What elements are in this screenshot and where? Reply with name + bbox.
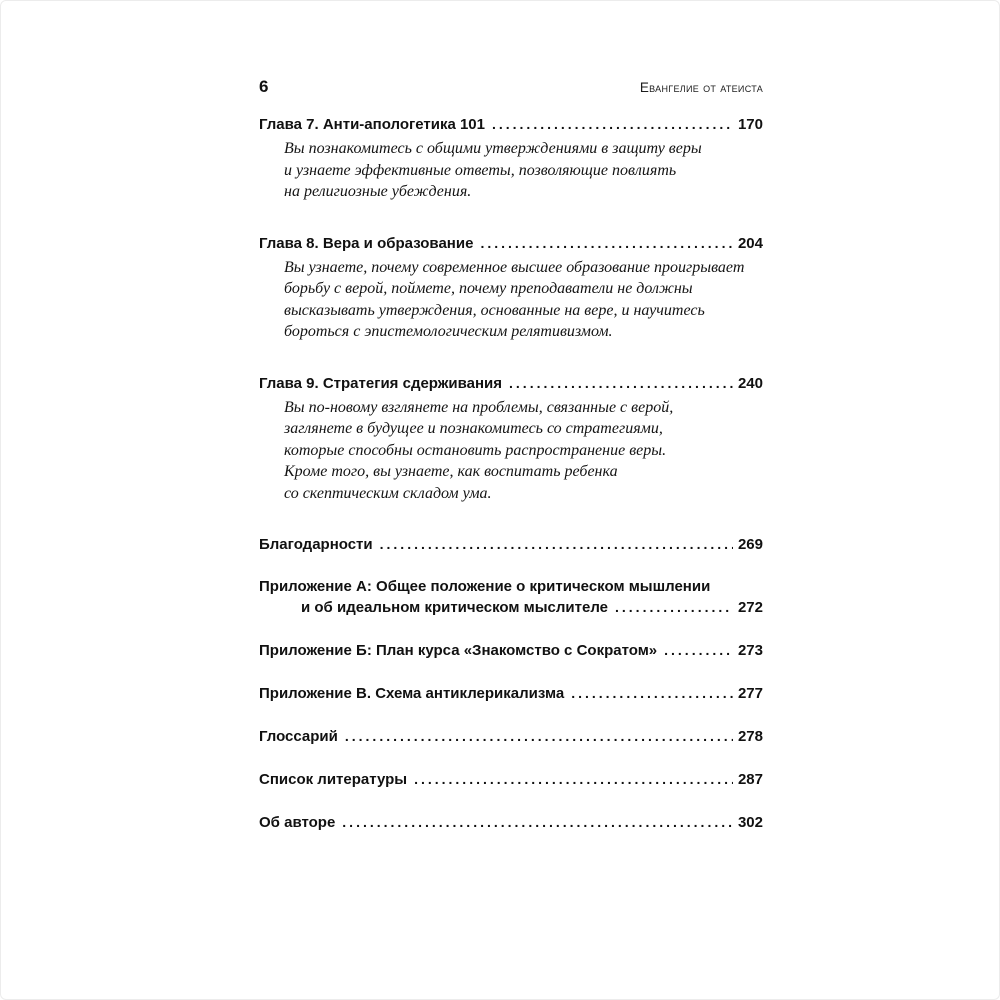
page-number: 6 xyxy=(259,77,269,96)
toc-entry-title: Глоссарий xyxy=(259,728,338,745)
toc-page-number: 287 xyxy=(737,771,763,788)
toc-entry-line xyxy=(259,233,763,254)
description-line: на религиозные убеждения. xyxy=(284,183,472,200)
toc-page-number: 269 xyxy=(737,536,763,553)
toc-entry-title: Глава 9. Стратегия сдерживания xyxy=(259,374,503,392)
toc-entry-line xyxy=(259,640,763,661)
toc-page-number: 278 xyxy=(737,728,763,745)
toc-entry xyxy=(259,373,763,505)
toc-page-number: 204 xyxy=(737,234,763,252)
toc-entry-line xyxy=(259,683,763,704)
toc-page-number: 277 xyxy=(737,685,763,702)
toc-entry-line xyxy=(259,726,763,747)
toc-entry xyxy=(259,683,763,704)
toc-page-number: 273 xyxy=(737,642,763,659)
description-line: и узнаете эффективные ответы, позволяющие повлиять xyxy=(284,161,677,179)
table-of-contents xyxy=(259,114,763,833)
toc-entry xyxy=(259,577,763,618)
dot-leader xyxy=(492,114,733,135)
page-header xyxy=(259,77,763,98)
dot-leader xyxy=(664,640,733,661)
toc-entry-line xyxy=(259,812,763,833)
toc-entry-line xyxy=(259,114,763,135)
toc-entry-title: Глава 8. Вера и образование xyxy=(259,234,474,252)
description-line: Вы познакомитесь с общими утверждениями в защиту веры xyxy=(284,140,702,157)
toc-entry-line xyxy=(259,597,763,618)
toc-entry-title: и об идеальном критическом мыслителе xyxy=(301,599,609,616)
toc-entry xyxy=(259,812,763,833)
description-line: которые способны остановить распространение веры. xyxy=(284,441,667,459)
toc-entry-line xyxy=(259,769,763,790)
description-line: Вы узнаете, почему современное высшее образование проигрывает xyxy=(284,258,745,276)
toc-page-number: 272 xyxy=(737,599,763,616)
toc-page-number: 302 xyxy=(737,814,763,831)
toc-entry-description xyxy=(284,397,763,505)
toc-entry xyxy=(259,233,763,343)
description-line: Вы по-новому взглянете на проблемы, связанные с верой, xyxy=(284,398,674,416)
toc-page-number: 240 xyxy=(737,374,763,392)
toc-entry-title: Список литературы xyxy=(259,771,408,788)
description-line: со скептическим складом ума. xyxy=(284,484,492,502)
toc-entry-line xyxy=(259,577,763,597)
toc-entry-line xyxy=(259,534,763,555)
toc-entry-title: Благодарности xyxy=(259,536,373,553)
dot-leader xyxy=(571,683,733,704)
toc-entry-title: Приложение Б: План курса «Знакомство с Сократом» xyxy=(259,642,658,659)
running-title: Евангелие от атеиста xyxy=(639,80,763,95)
description-line: заглянете в будущее и познакомитесь со стратегиями, xyxy=(284,420,663,437)
description-line: высказывать утверждения, основанные на вере, и научитесь xyxy=(284,301,705,319)
toc-page-number: 170 xyxy=(737,116,763,133)
dot-leader xyxy=(615,597,733,618)
toc-entry xyxy=(259,769,763,790)
toc-entry xyxy=(259,726,763,747)
dot-leader xyxy=(380,534,733,555)
toc-entry xyxy=(259,534,763,555)
description-line: борьбу с верой, поймете, почему преподаватели не должны xyxy=(284,280,693,297)
toc-entry-title: Об авторе xyxy=(259,814,336,831)
toc-entry-title: Глава 7. Анти-апологетика 101 xyxy=(259,116,485,133)
toc-entry-line xyxy=(259,373,763,394)
dot-leader xyxy=(414,769,733,790)
toc-entry-description xyxy=(284,138,763,203)
toc-entry xyxy=(259,114,763,203)
toc-entry-title: Приложение А: Общее положение о критическом мышлении xyxy=(259,578,711,595)
dot-leader xyxy=(342,812,733,833)
toc-entry-title: Приложение В. Схема антиклерикализма xyxy=(259,685,565,702)
description-line: бороться с эпистемологическим релятивизмом. xyxy=(284,323,613,340)
dot-leader xyxy=(509,373,733,394)
toc-content xyxy=(259,77,763,833)
description-line: Кроме того, вы узнаете, как воспитать ребенка xyxy=(284,463,618,480)
dot-leader xyxy=(480,233,733,254)
dot-leader xyxy=(345,726,733,747)
toc-entry xyxy=(259,640,763,661)
toc-entry-description xyxy=(284,257,763,343)
